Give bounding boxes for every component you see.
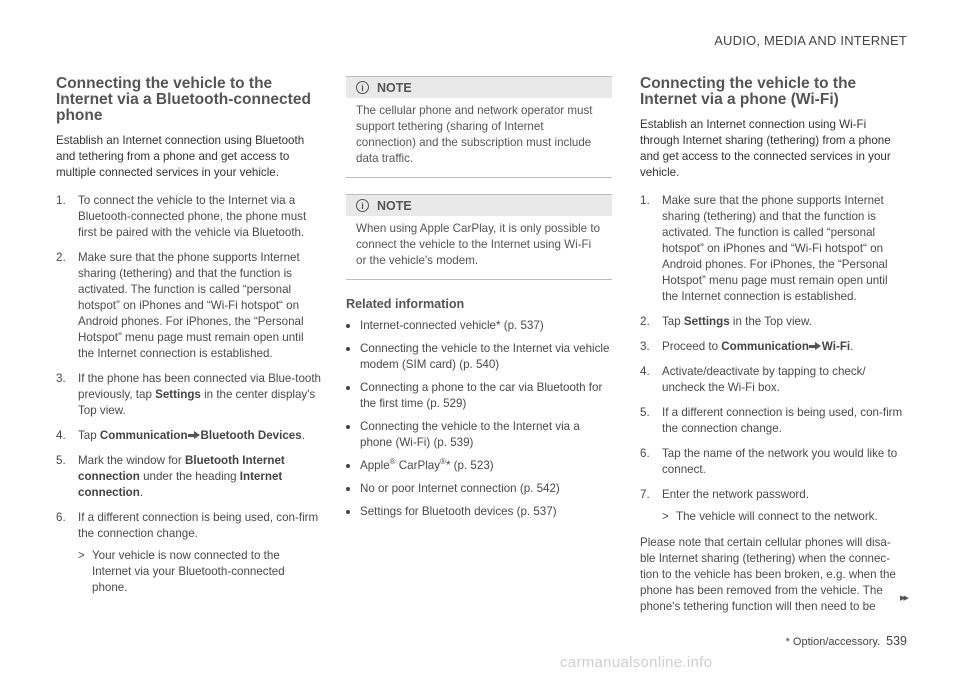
step-item: 4. Activate/deactivate by tapping to check/ uncheck the Wi-Fi box. <box>640 365 866 394</box>
step-item: 2. Tap Settings in the Top view. <box>640 315 812 328</box>
related-info-title: Related information <box>346 297 465 311</box>
related-link[interactable]: Internet-connected vehicle* (p. 537) <box>346 318 612 334</box>
note-box-tethering <box>346 76 612 178</box>
page-number: 539 <box>886 634 907 648</box>
step-item: 5. Mark the window for Bluetooth Internet connection under the heading Internet connection. <box>56 454 285 499</box>
section-title-bluetooth: Connecting the vehicle to the Internet via a Bluetooth-connected phone <box>56 75 311 124</box>
step-item: 1. Make sure that the phone supports Internet sharing (tethering) and that the function is activated. The function is called “personal hotspot” on iPhones and “Wi-Fi hotspot“ on Android phones. For iPhones, the “Personal Hotspot” menu page must remain open until the Internet connection is established. <box>640 194 888 303</box>
step-item: 4. Tap Communication Bluetooth Devices. <box>56 429 305 442</box>
step-item: 6. If a different connection is being used, con-firm the connection change. > Your vehicle is now connected to the Internet via your Bluetooth-connected phone. <box>56 510 321 596</box>
column-notes <box>346 76 612 527</box>
arrow-right-icon <box>809 342 822 351</box>
related-link[interactable]: Apple® CarPlay®* (p. 523) <box>346 458 612 474</box>
section-intro: Establish an Internet connection using Wi-Fi through Internet sharing (tethering) from a phone and get access to the connected services in your vehicle. <box>640 118 891 179</box>
running-header: AUDIO, MEDIA AND INTERNET <box>714 33 907 48</box>
note-header: i NOTE <box>346 195 612 216</box>
related-link[interactable]: Settings for Bluetooth devices (p. 537) <box>346 504 612 520</box>
watermark: carmanualsonline.info <box>560 654 713 671</box>
info-icon: i <box>356 199 369 212</box>
note-header: i NOTE <box>346 77 612 98</box>
arrow-right-icon <box>188 431 201 440</box>
page-footer <box>786 634 907 648</box>
related-link[interactable]: Connecting the vehicle to the Internet via a phone (Wi-Fi) (p. 539) <box>346 419 612 451</box>
step-item: 2. Make sure that the phone supports Internet sharing (tethering) and that the function is activated. The function is called “personal hotspot” on iPhones and “Wi-Fi hotspot“ on Android phones. For iPhones, the “Personal Hotspot” menu page must remain open until the Internet connection is established. <box>56 251 304 360</box>
continued-marker-icon: ▸▸ <box>899 592 907 604</box>
note-box-carplay <box>346 194 612 280</box>
related-link[interactable]: Connecting the vehicle to the Internet via vehicle modem (SIM card) (p. 540) <box>346 341 612 373</box>
note-text: The cellular phone and network operator must support tethering (sharing of Internet connection) and the subscription must include data traffic. <box>356 104 593 165</box>
step-item: 6. Tap the name of the network you would like to connect. <box>640 447 898 476</box>
info-icon: i <box>356 81 369 94</box>
footnote: * Option/accessory. <box>785 636 881 648</box>
continuation-paragraph: Please note that certain cellular phones will disa-ble Internet sharing (tethering) when the connec-tion to the vehicle has been broken, e.g. when the phone has been removed from the vehicle. The phone's tethering function will then need to be <box>640 536 896 613</box>
column-wifi <box>640 76 905 615</box>
step-item: 5. If a different connection is being used, con-firm the connection change. <box>640 406 903 435</box>
related-info-list <box>346 318 612 520</box>
step-result: > Your vehicle is now connected to the Internet via your Bluetooth-connected phone. <box>78 549 285 594</box>
step-item: 3. If the phone has been connected via Blue-tooth previously, tap Settings in the center display's Top view. <box>56 372 322 417</box>
related-link[interactable]: Connecting a phone to the car via Bluetooth for the first time (p. 529) <box>346 380 612 412</box>
step-item: 7. Enter the network password. > The vehicle will connect to the network. <box>640 487 905 525</box>
section-title-wifi: Connecting the vehicle to the Internet via a phone (Wi-Fi) <box>640 75 857 108</box>
step-item: 1. To connect the vehicle to the Internet via a Bluetooth-connected phone, the phone must first be paired with the vehicle via Bluetooth. <box>56 194 307 239</box>
steps-list <box>640 193 905 525</box>
related-link[interactable]: No or poor Internet connection (p. 542) <box>346 481 612 497</box>
section-intro: Establish an Internet connection using Bluetooth and tethering from a phone and get access to multiple connected services in your vehicle. <box>56 134 305 179</box>
column-bluetooth <box>56 76 321 605</box>
step-item: 3. Proceed to Communication Wi-Fi. <box>640 340 854 353</box>
step-result: > The vehicle will connect to the network. <box>662 510 878 523</box>
note-text: When using Apple CarPlay, it is only possible to connect the vehicle to the Internet using Wi-Fi or the vehicle's modem. <box>356 222 601 267</box>
steps-list <box>56 193 321 596</box>
